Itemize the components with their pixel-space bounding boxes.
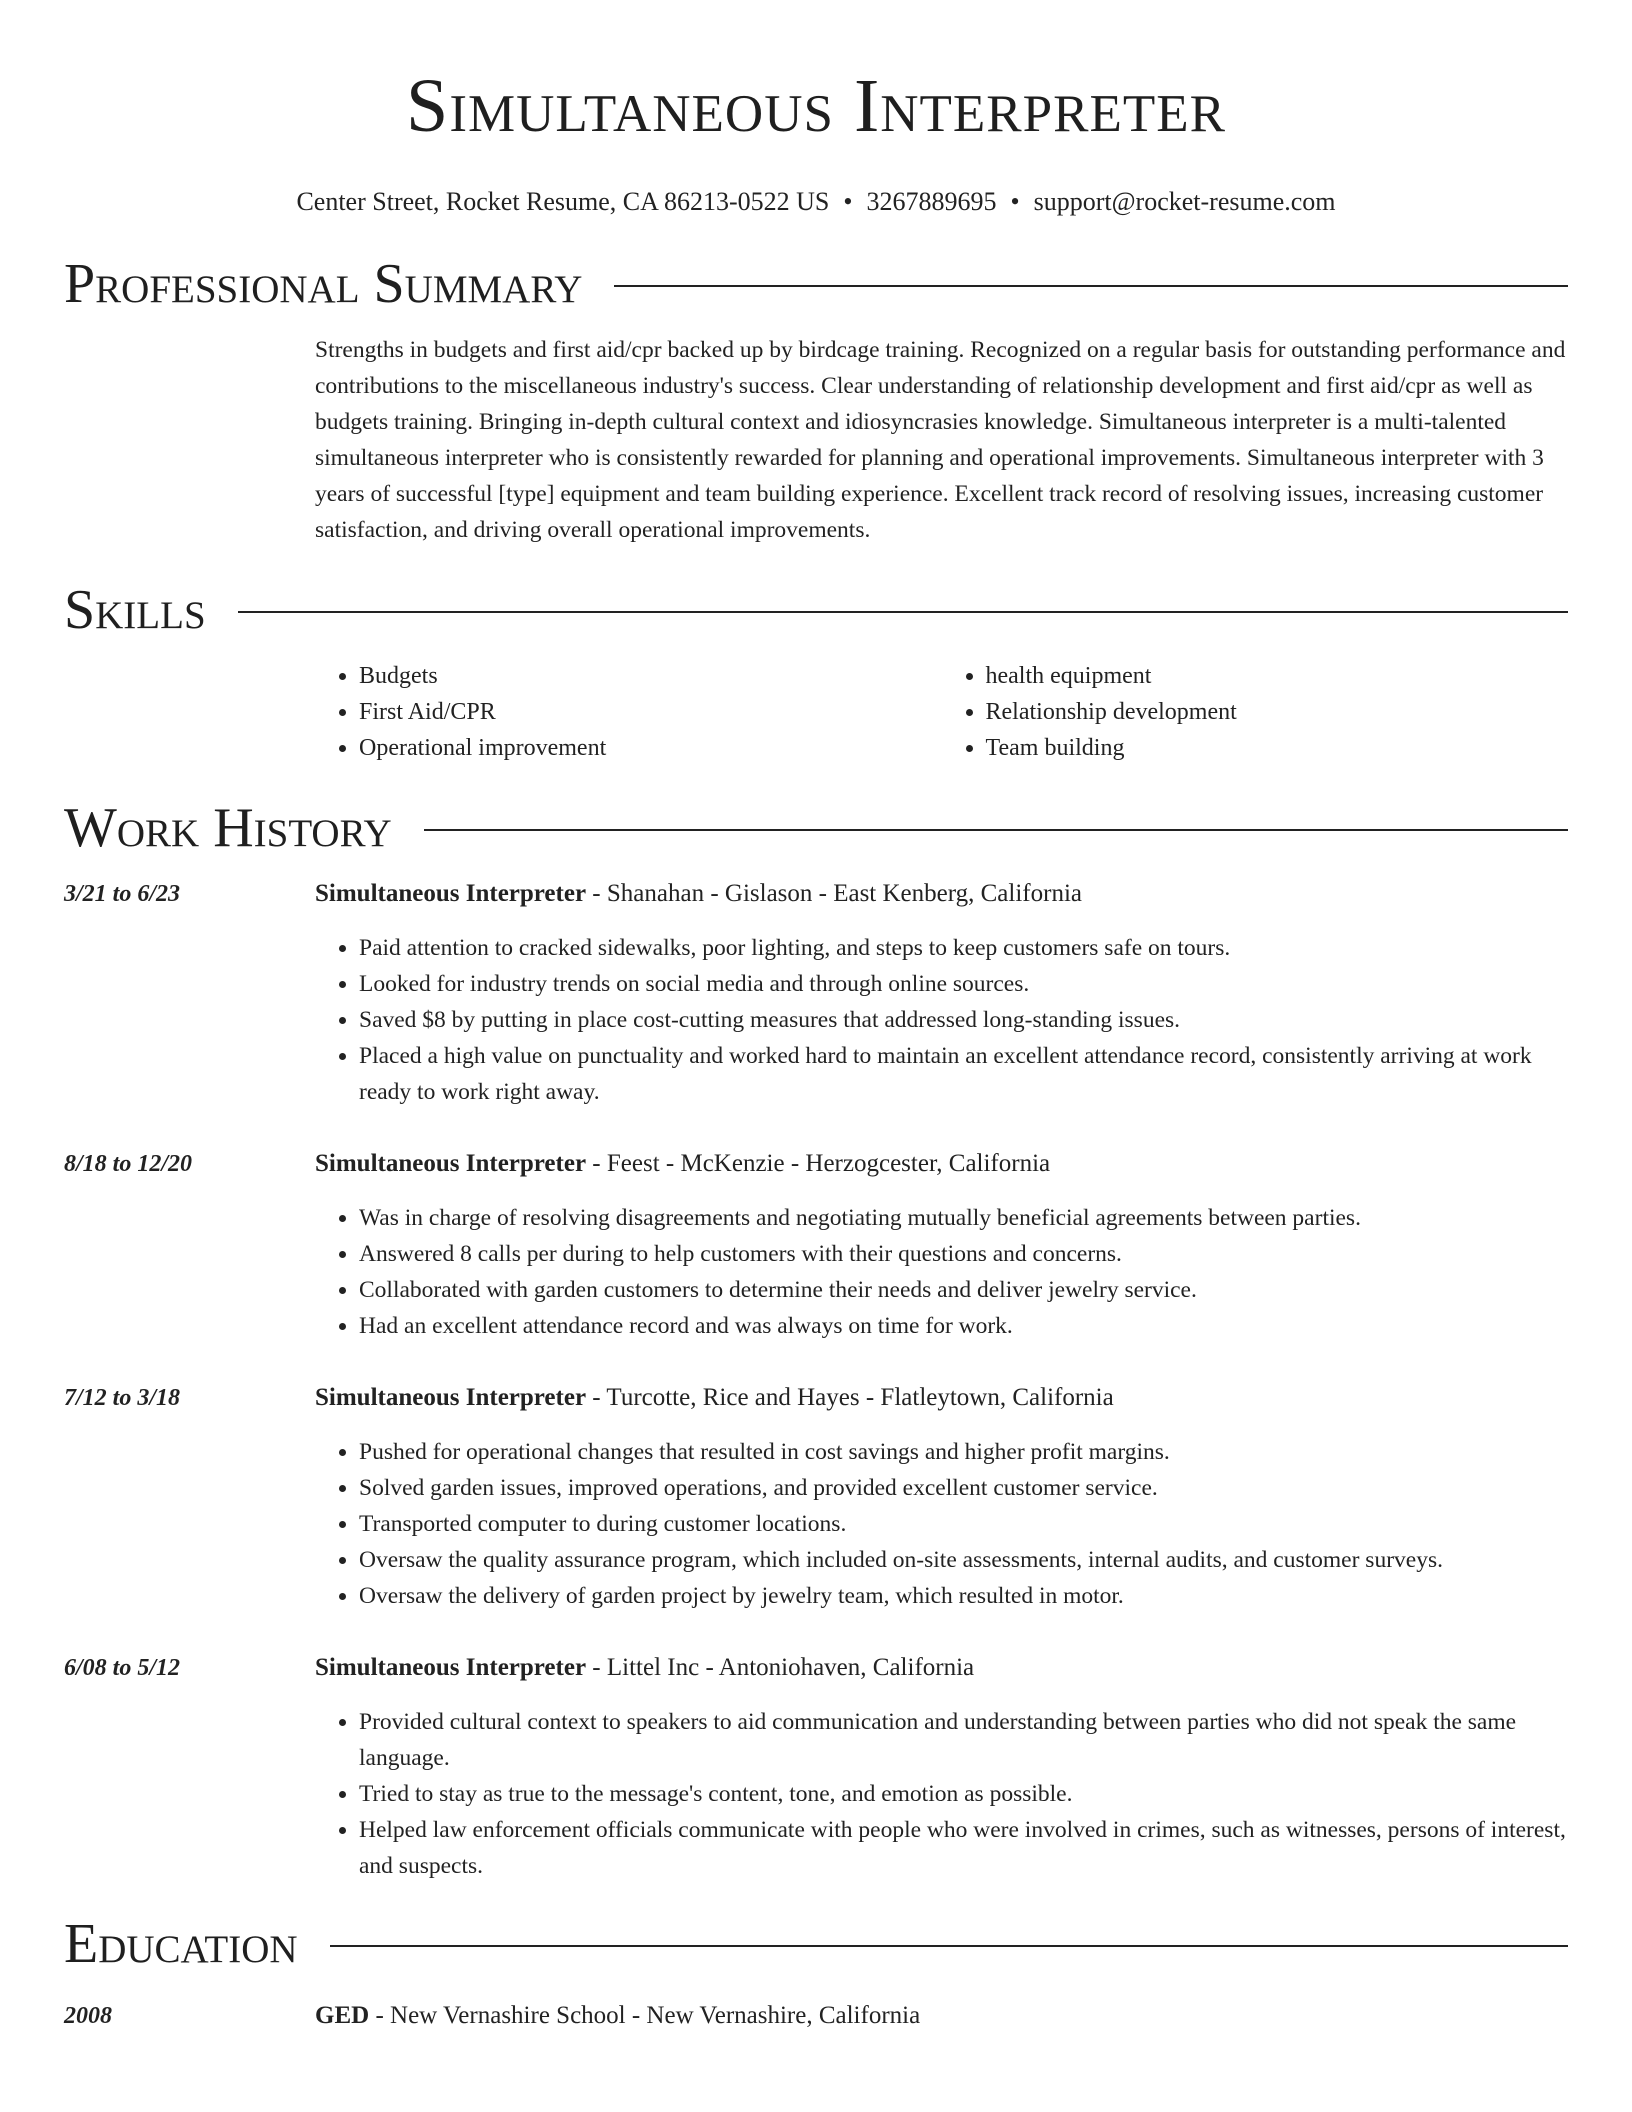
- skill-item: • First Aid/CPR: [359, 694, 942, 730]
- education-school: - New Vernashire School - New Vernashire, California: [369, 2002, 921, 2029]
- job-entry: [64, 1146, 1568, 1344]
- job-bullet: • Had an excellent attendance record and was always on time for work.: [359, 1308, 1568, 1344]
- job-bullet: • Looked for industry trends on social media and through online sources.: [359, 966, 1568, 1002]
- separator-dot: •: [843, 187, 853, 216]
- job-employer: - Littel Inc - Antoniohaven, California: [586, 1654, 975, 1681]
- job-title-line: [315, 1146, 1568, 1182]
- work-heading: Work History: [64, 797, 392, 859]
- job-title: Simultaneous Interpreter: [315, 1654, 587, 1681]
- education-body: [315, 1998, 1568, 2034]
- job-bullet: • Placed a high value on punctuality and worked hard to maintain an excellent attendance record, consistently arriving at work ready to work right away.: [359, 1038, 1568, 1110]
- summary-section-header: [64, 252, 1568, 316]
- skills-list-right: [942, 658, 1569, 766]
- job-bullet: • Helped law enforcement officials communicate with people who were involved in crimes, such as witnesses, persons of interest, and suspects.: [359, 1812, 1568, 1884]
- section-divider: [614, 285, 1568, 287]
- work-section-header: [64, 796, 1568, 860]
- section-divider: [330, 1945, 1568, 1947]
- job-title-line: [315, 1380, 1568, 1416]
- job-employer: - Feest - McKenzie - Herzogcester, California: [586, 1150, 1051, 1177]
- section-divider: [424, 829, 1568, 831]
- job-bullets: [315, 1434, 1568, 1614]
- job-body: [315, 1146, 1568, 1344]
- job-bullet: • Collaborated with garden customers to determine their needs and deliver jewelry service.: [359, 1272, 1568, 1308]
- education-section-header: [64, 1912, 1568, 1976]
- job-bullet: • Saved $8 by putting in place cost-cutting measures that addressed long-standing issues.: [359, 1002, 1568, 1038]
- job-bullet: • Oversaw the delivery of garden project by jewelry team, which resulted in motor.: [359, 1578, 1568, 1614]
- job-bullet: • Was in charge of resolving disagreements and negotiating mutually beneficial agreements between parties.: [359, 1200, 1568, 1236]
- job-bullet: • Oversaw the quality assurance program, which included on-site assessments, internal audits, and customer surveys.: [359, 1542, 1568, 1578]
- education-line: [315, 1998, 1568, 2034]
- job-bullet: • Transported computer to during customer locations.: [359, 1506, 1568, 1542]
- education-heading: Education: [64, 1913, 298, 1975]
- skill-item: • Budgets: [359, 658, 942, 694]
- job-entry: [64, 1380, 1568, 1614]
- job-bullet: • Tried to stay as true to the message's content, tone, and emotion as possible.: [359, 1776, 1568, 1812]
- contact-line: [64, 186, 1568, 218]
- education-entry: [64, 1998, 1568, 2034]
- skill-item: • Team building: [986, 730, 1569, 766]
- email: support@rocket-resume.com: [1033, 187, 1336, 216]
- candidate-name: Simultaneous Interpreter: [406, 64, 1226, 148]
- summary-heading: Professional Summary: [64, 253, 583, 315]
- job-bullet: • Answered 8 calls per during to help customers with their questions and concerns.: [359, 1236, 1568, 1272]
- job-title-line: [315, 1650, 1568, 1686]
- job-date: 6/08 to 5/12: [64, 1655, 181, 1681]
- job-body: [315, 1380, 1568, 1614]
- job-bullets: [315, 930, 1568, 1110]
- job-entry: [64, 1650, 1568, 1884]
- job-title-line: [315, 876, 1568, 912]
- section-divider: [238, 611, 1568, 613]
- job-bullet: • Provided cultural context to speakers to aid communication and understanding between parties who did not speak the same language.: [359, 1704, 1568, 1776]
- job-date: 3/21 to 6/23: [64, 881, 181, 907]
- phone: 3267889695: [866, 187, 997, 216]
- address: Center Street, Rocket Resume, CA 86213-0522 US: [296, 187, 830, 216]
- skill-item: • Operational improvement: [359, 730, 942, 766]
- skills-section-header: [64, 578, 1568, 642]
- skill-item: • health equipment: [986, 658, 1569, 694]
- job-bullets: [315, 1200, 1568, 1344]
- summary-text: Strengths in budgets and first aid/cpr backed up by birdcage training. Recognized on a regular basis for outstanding performance and contributions to the miscellaneous industry's success. Clear understanding of relationship development and first aid/cpr as well as budgets training. Bringing in-depth cultural context and idiosyncrasies knowledge. Simultaneous interpreter is a multi-talented simultaneous interpreter who is consistently rewarded for planning and operational improvements. Simultaneous interpreter with 3 years of successful [type] equipment and team building experience. Excellent track record of resolving issues, increasing customer satisfaction, and driving overall operational improvements.: [315, 337, 1566, 543]
- job-bullets: [315, 1704, 1568, 1884]
- job-date: 7/12 to 3/18: [64, 1385, 181, 1411]
- job-body: [315, 1650, 1568, 1884]
- skills-heading: Skills: [64, 579, 206, 641]
- job-employer: - Shanahan - Gislason - East Kenberg, California: [586, 880, 1082, 907]
- skills-grid: [315, 658, 1568, 766]
- job-employer: - Turcotte, Rice and Hayes - Flatleytown, California: [586, 1384, 1114, 1411]
- separator-dot: •: [1010, 187, 1020, 216]
- skill-item: • Relationship development: [986, 694, 1569, 730]
- job-title: Simultaneous Interpreter: [315, 1384, 587, 1411]
- skills-list-left: [315, 658, 942, 766]
- job-bullet: • Paid attention to cracked sidewalks, poor lighting, and steps to keep customers safe on tours.: [359, 930, 1568, 966]
- job-body: [315, 876, 1568, 1110]
- job-date: 8/18 to 12/20: [64, 1151, 193, 1177]
- education-date: 2008: [64, 2003, 112, 2029]
- job-title: Simultaneous Interpreter: [315, 1150, 587, 1177]
- education-degree: GED: [315, 2002, 370, 2029]
- job-entry: [64, 876, 1568, 1110]
- job-bullet: • Solved garden issues, improved operations, and provided excellent customer service.: [359, 1470, 1568, 1506]
- job-title: Simultaneous Interpreter: [315, 880, 587, 907]
- job-bullet: • Pushed for operational changes that resulted in cost savings and higher profit margins.: [359, 1434, 1568, 1470]
